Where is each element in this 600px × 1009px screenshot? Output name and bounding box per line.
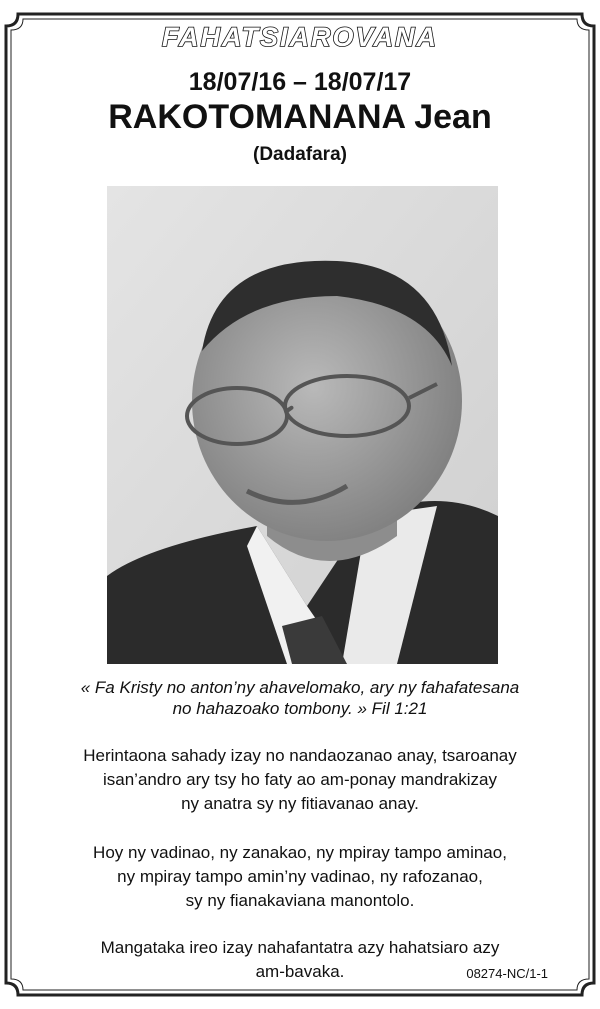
paragraph-line: ny mpiray tampo amin’ny vadinao, ny rafozanao, xyxy=(117,867,483,886)
reference-code: 08274-NC/1-1 xyxy=(466,966,548,981)
deceased-name: RAKOTOMANANA Jean xyxy=(108,98,492,136)
deceased-nickname: (Dadafara) xyxy=(253,144,347,165)
family-paragraph xyxy=(0,841,600,913)
bible-verse xyxy=(0,677,600,719)
paragraph-line: ny anatra sy ny fitiavanao anay. xyxy=(181,794,419,813)
verse-line: « Fa Kristy no anton’ny ahavelomako, ary ny fahafatesana xyxy=(80,678,520,697)
paragraph-line: Mangataka ireo izay nahafantatra azy hahatsiaro azy xyxy=(100,938,500,957)
paragraph-line: Herintaona sahady izay no nandaozanao anay, tsaroanay xyxy=(83,746,517,765)
paragraph-line: isan’andro ary tsy ho faty ao am-ponay mandrakizay xyxy=(102,770,498,789)
paragraph-line: sy ny fianakaviana manontolo. xyxy=(185,891,415,910)
memorial-dates: 18/07/16 – 18/07/17 xyxy=(188,68,412,96)
notice-heading: FAHATSIAROVANA xyxy=(162,22,438,52)
remembrance-paragraph xyxy=(0,744,600,816)
paragraph-line: am-bavaka. xyxy=(255,962,345,981)
paragraph-line: Hoy ny vadinao, ny zanakao, ny mpiray tampo aminao, xyxy=(93,843,507,862)
verse-line: no hahazoako tombony. » Fil 1:21 xyxy=(172,699,428,718)
portrait-photo xyxy=(107,186,498,664)
